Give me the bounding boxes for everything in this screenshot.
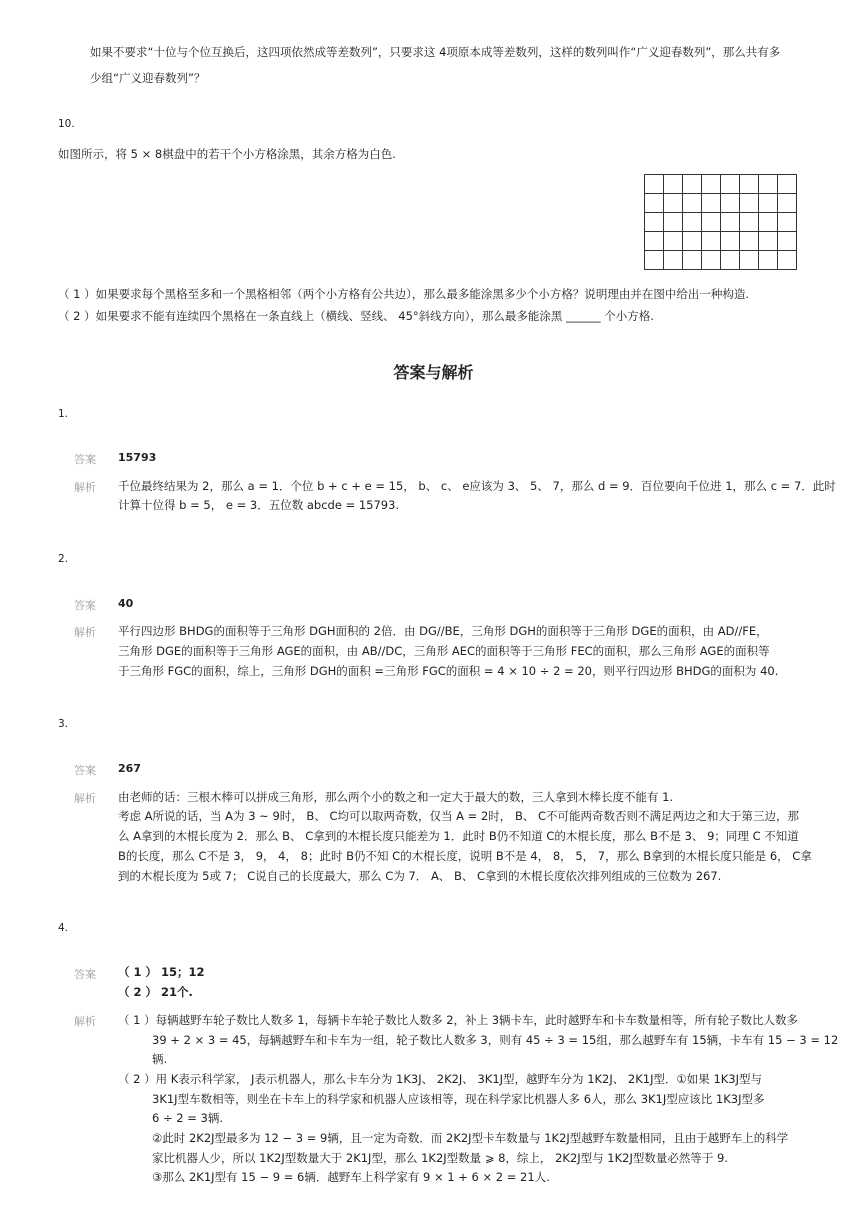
question-10-number: 10. — [58, 118, 75, 130]
answer-3-analysis-line: B的长度，那么 C不是 3， 9， 4， 8；此时 B仍不知 C的木棍长度，说明 B不是 4， 8， 5， 7，那么 B拿到的木棍长度只能是 6， C拿 — [118, 849, 812, 863]
answer-4-analysis-line: 6 ÷ 2 = 3辆. — [152, 1111, 223, 1125]
answer-4-analysis-line: （ 1 ）每辆越野车轮子数比人数多 1，每辆卡车轮子数比人数多 2，补上 3辆卡车，此时越野车和卡车数量相等，所有轮子数比人数多 — [118, 1013, 799, 1027]
answer-3-analysis-label: 解析 — [74, 792, 96, 805]
answer-4-analysis-line: ②此时 2K2J型最多为 12 − 3 = 9辆，且一定为奇数．而 2K2J型卡车数量与 1K2J型越野车数量相同，且由于越野车上的科学 — [152, 1131, 789, 1145]
answer-2-analysis-line: 平行四边形 BHDG的面积等于三角形 DGH面积的 2倍．由 DG//BE，三角形 DGH的面积等于三角形 DGE的面积，由 AD//FE， — [118, 624, 768, 638]
answer-4-analysis-line: 39 + 2 × 3 = 45，每辆越野车和卡车为一组，轮子数比人数多 3，则有 45 ÷ 3 = 15组，那么越野车有 15辆，卡车有 15 − 3 = 12 — [152, 1033, 839, 1047]
chessboard-grid — [644, 174, 797, 270]
intro-line-1: 如果不要求“十位与个位互换后，这四项依然成等差数列”，只要求这 4项原本成等差数列，这样的数列叫作“广义迎春数列”，那么共有多 — [90, 45, 781, 59]
question-10-part-2: （ 2 ）如果要求不能有连续四个黑格在一条直线上（横线、竖线、 45°斜线方向），那么最多能涂黑 ______ 个小方格. — [58, 309, 654, 323]
answer-1-analysis-line: 千位最终结果为 2，那么 a = 1．个位 b + c + e = 15， b、 c、 e应该为 3、 5、 7，那么 d = 9．百位要向千位进 1，那么 c = 7．此时 — [118, 479, 836, 493]
answer-3-analysis-line: 么 A拿到的木棍长度为 2．那么 B、 C拿到的木棍长度只能差为 1．此时 B仍不知道 C的木棍长度，那么 B不是 3、 9；同理 C 不知道 — [118, 829, 799, 843]
answer-4-analysis-line: ③那么 2K1J型有 15 − 9 = 6辆．越野车上科学家有 9 × 1 + 6 × 2 = 21人. — [152, 1170, 550, 1184]
answer-4-answer-label: 答案 — [74, 968, 96, 981]
answer-4-analysis-line: 3K1J型车数相等，则坐在卡车上的科学家和机器人应该相等，现在科学家比机器人多 6人，那么 3K1J型应该比 1K3J型多 — [152, 1092, 765, 1106]
question-10-stem: 如图所示，将 5 × 8棋盘中的若干个小方格涂黑，其余方格为白色. — [58, 147, 396, 161]
answer-1-answer: 15793 — [118, 451, 157, 464]
answer-2-analysis-label: 解析 — [74, 626, 96, 639]
answer-3-analysis-line: 考虑 A所说的话，当 A为 3 ~ 9时， B、 C均可以取两奇数，仅当 A = 2时， B、 C不可能两奇数否则不满足两边之和大于第三边，那 — [118, 809, 800, 823]
answer-2-analysis-line: 三角形 DGE的面积等于三角形 AGE的面积，由 AB//DC，三角形 AEC的面积等于三角形 FEC的面积，那么三角形 AGE的面积等 — [118, 644, 770, 658]
answer-1-answer-label: 答案 — [74, 453, 96, 466]
answer-3-analysis-line: 到的木棍长度为 5或 7； C说自己的长度最大，那么 C为 7． A、 B、 C拿到的木棍长度依次排列组成的三位数为 267. — [118, 869, 722, 883]
question-10-part-1: （ 1 ）如果要求每个黑格至多和一个黑格相邻（两个小方格有公共边），那么最多能涂黑多少个小方格？说明理由并在图中给出一种构造. — [58, 287, 750, 301]
answer-3-analysis-line: 由老师的话：三根木棒可以拼成三角形，那么两个小的数之和一定大于最大的数，三人拿到木棒长度不能有 1. — [118, 790, 674, 804]
answer-4-analysis-line: （ 2 ）用 K表示科学家， J表示机器人，那么卡车分为 1K3J、 2K2J、 3K1J型，越野车分为 1K2J、 2K1J型．①如果 1K3J型与 — [118, 1072, 763, 1086]
answer-4-answer-line: （ 1 ） 15；12 — [118, 965, 205, 979]
answer-1-analysis-label: 解析 — [74, 481, 96, 494]
answer-4-analysis-line: 辆. — [152, 1052, 168, 1066]
answer-4-analysis-line: 家比机器人少，所以 1K2J型数量大于 2K1J型，那么 1K2J型数量 ⩾ 8，综上， 2K2J型与 1K2J型数量必然等于 9. — [152, 1151, 728, 1165]
answer-3-answer: 267 — [118, 762, 141, 775]
answer-4-answer-line: （ 2 ） 21个. — [118, 985, 193, 999]
answer-4-analysis-label: 解析 — [74, 1015, 96, 1028]
answer-2-analysis-line: 于三角形 FGC的面积，综上，三角形 DGH的面积 =三角形 FGC的面积 = 4 × 10 ÷ 2 = 20，则平行四边形 BHDG的面积为 40. — [118, 664, 779, 678]
intro-line-2: 少组“广义迎春数列”？ — [90, 71, 206, 85]
answer-1-number: 1. — [58, 408, 69, 420]
section-title: 答案与解析 — [393, 363, 474, 382]
answer-3-number: 3. — [58, 718, 69, 730]
answer-4-number: 4. — [58, 922, 69, 934]
answer-3-answer-label: 答案 — [74, 764, 96, 777]
answer-2-answer: 40 — [118, 597, 134, 610]
answer-2-answer-label: 答案 — [74, 599, 96, 612]
answer-2-number: 2. — [58, 553, 69, 565]
answer-1-analysis-line: 计算十位得 b = 5， e = 3．五位数 abcde = 15793. — [118, 498, 400, 512]
